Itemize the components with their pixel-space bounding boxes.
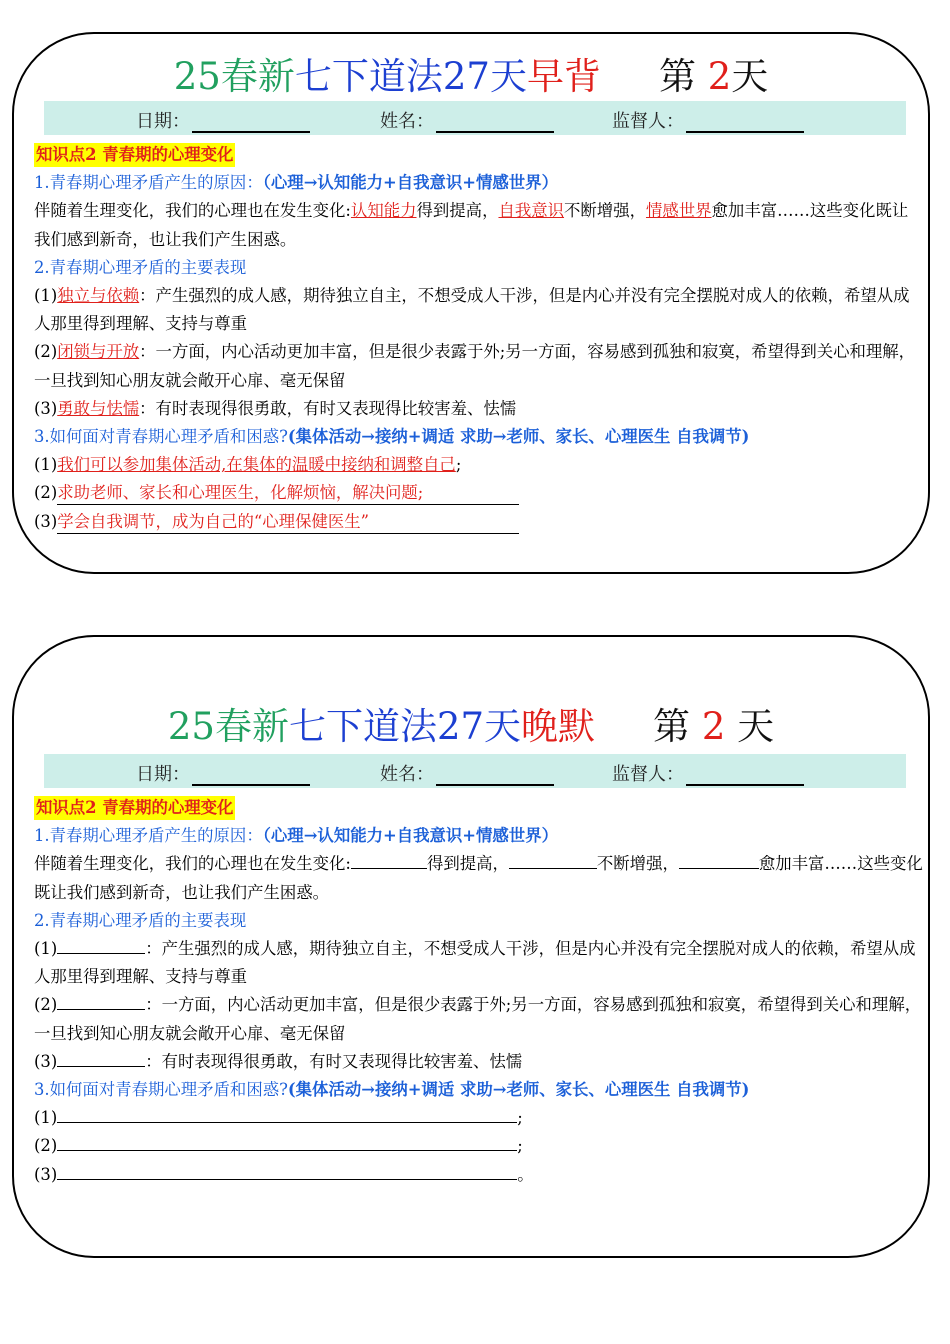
q2-item-3: (3)勇敢与怯懦：有时表现得很勇敢，有时又表现得比较害羞、怯懦 — [34, 398, 517, 418]
date-field[interactable]: 日期： — [136, 107, 310, 133]
date-field[interactable]: 日期： — [136, 760, 310, 786]
q2-heading: 2.青春期心理矛盾的主要表现 — [34, 910, 247, 930]
name-field[interactable]: 姓名： — [380, 760, 554, 786]
q2-item-2: (2) ：一方面，内心活动更加丰富，但是很少表露于外;另一方面，容易感到孤独和寂寞，希望得到关心和理解，一旦找到知心朋友就会敞开心扉、毫无保留 — [34, 995, 922, 1043]
blank-8[interactable] — [57, 1134, 517, 1151]
morning-info-bar — [44, 101, 906, 135]
blank-5[interactable] — [57, 993, 145, 1010]
evening-dictation-card — [12, 635, 930, 1258]
q1-text: 伴随着生理变化，我们的心理也在发生变化: 得到提高， 不断增强， 愈加丰富……这些变化既让我们感到新奇，也让我们产生困惑。 — [34, 854, 923, 902]
supervisor-field[interactable]: 监督人： — [612, 760, 804, 786]
q3-heading: 3.如何面对青春期心理矛盾和困惑?(集体活动→接纳+调适 求助→老师、家长、心理医生 自我调节) — [34, 427, 750, 447]
morning-title: 25春新七下道法27天早背 第 2天 — [173, 55, 769, 98]
q3-blank-3: (3) 。 — [34, 1164, 534, 1184]
q1-text: 伴随着生理变化，我们的心理也在发生变化:认知能力得到提高，自我意识不断增强，情感世界愈加丰富……这些变化既让我们感到新奇，也让我们产生困惑。 — [34, 201, 909, 249]
blank-6[interactable] — [57, 1050, 145, 1067]
answer-cognitive: 认知能力 — [350, 201, 417, 221]
blank-1[interactable] — [351, 852, 427, 869]
q3-blank-2: (2) ; — [34, 1136, 523, 1156]
evening-content — [34, 794, 924, 1189]
blank-9[interactable] — [57, 1163, 517, 1180]
q2-heading: 2.青春期心理矛盾的主要表现 — [34, 257, 247, 277]
q3-answer-1: (1)我们可以参加集体活动,在集体的温暖中接纳和调整自己; — [34, 455, 462, 475]
q1-heading: 1.青春期心理矛盾产生的原因：（心理→认知能力+自我意识+情感世界） — [34, 826, 558, 846]
q2-item-1: (1)独立与依赖：产生强烈的成人感，期待独立自主，不想受成人干涉，但是内心并没有完全摆脱对成人的依赖，希望从成人那里得到理解、支持与尊重 — [34, 286, 910, 334]
supervisor-field[interactable]: 监督人： — [612, 107, 804, 133]
answer-emotional: 情感世界 — [645, 201, 712, 221]
morning-recitation-card — [12, 32, 930, 574]
blank-4[interactable] — [57, 937, 145, 954]
answer-self-awareness: 自我意识 — [498, 201, 565, 221]
q3-blank-1: (1) ; — [34, 1108, 523, 1128]
knowledge-point-label: 知识点2 青春期的心理变化 — [34, 143, 235, 167]
q3-answer-3: (3)学会自我调节，成为自己的“心理保健医生” — [34, 508, 924, 536]
name-field[interactable]: 姓名： — [380, 107, 554, 133]
q2-item-3: (3) ：有时表现得很勇敢，有时又表现得比较害羞、怯懦 — [34, 1051, 523, 1071]
evening-info-bar — [44, 754, 906, 788]
q2-item-2: (2)闭锁与开放：一方面，内心活动更加丰富，但是很少表露于外;另一方面，容易感到孤独和寂寞，希望得到关心和理解，一旦找到知心朋友就会敞开心扉、毫无保留 — [34, 342, 916, 390]
q3-answer-2: (2)求助老师、家长和心理医生，化解烦恼，解决问题; — [34, 479, 924, 507]
q1-heading: 1.青春期心理矛盾产生的原因：（心理→认知能力+自我意识+情感世界） — [34, 173, 558, 193]
blank-3[interactable] — [679, 852, 759, 869]
blank-2[interactable] — [509, 852, 597, 869]
q3-heading: 3.如何面对青春期心理矛盾和困惑?(集体活动→接纳+调适 求助→老师、家长、心理医生 自我调节) — [34, 1080, 750, 1100]
blank-7[interactable] — [57, 1106, 517, 1123]
q2-item-1: (1) ：产生强烈的成人感，期待独立自主，不想受成人干涉，但是内心并没有完全摆脱对成人的依赖，希望从成人那里得到理解、支持与尊重 — [34, 939, 916, 987]
knowledge-point-label: 知识点2 青春期的心理变化 — [34, 796, 235, 820]
evening-title: 25春新七下道法27天晚默 第 2 天 — [167, 705, 775, 748]
morning-content — [34, 141, 924, 536]
